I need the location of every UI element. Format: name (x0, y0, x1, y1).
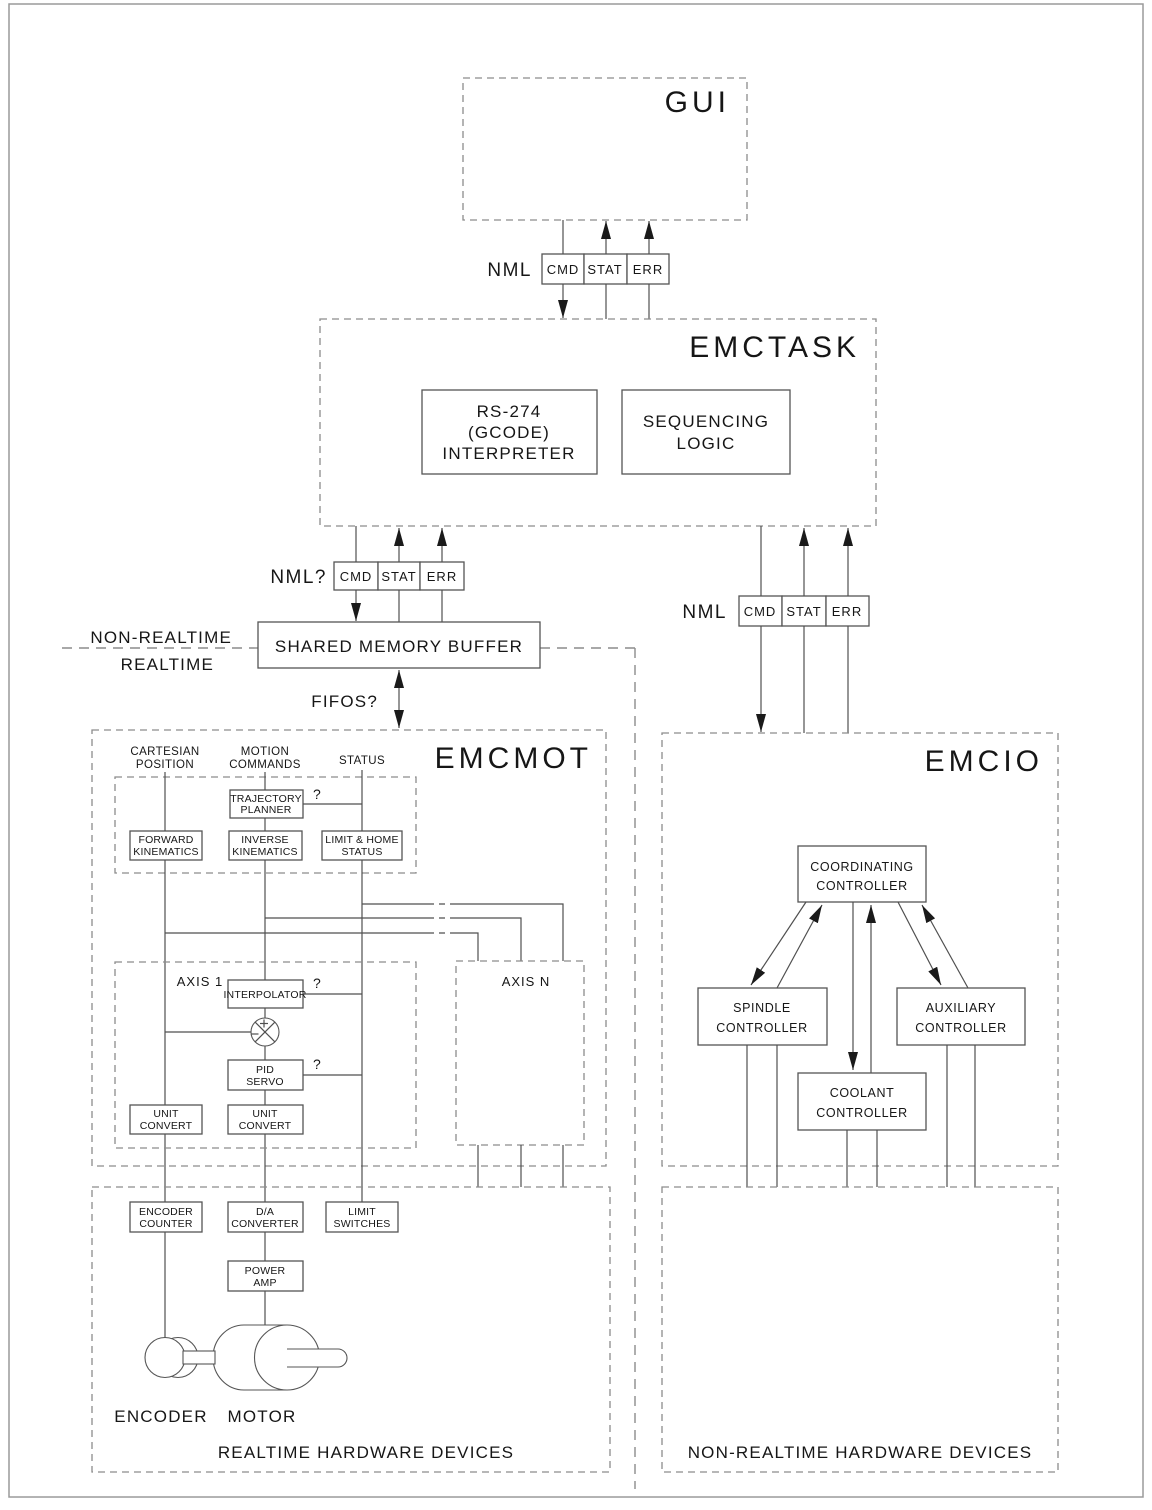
emcio-title: EMCIO (924, 745, 1043, 778)
nml-gui-channel (487, 220, 669, 319)
unit-convert-feedback-line1: UNIT (153, 1108, 179, 1120)
unit-convert-output-line2: CONVERT (238, 1120, 292, 1132)
nml-io-err: ERR (831, 604, 863, 619)
motor-label: MOTOR (227, 1407, 297, 1426)
non-realtime-label: NON-REALTIME (90, 628, 232, 647)
emcio-node (662, 733, 1058, 1187)
limit-switches-line1: LIMIT (348, 1206, 376, 1218)
inverse-kinematics-line2: KINEMATICS (232, 846, 298, 858)
pid-question-mark: ? (313, 1056, 321, 1072)
coordinating-controller-line1: COORDINATING (810, 860, 914, 874)
nml-io-label: NML (682, 602, 727, 623)
unit-convert-feedback-line2: CONVERT (139, 1120, 193, 1132)
cartesian-position-line2: POSITION (135, 759, 195, 771)
encoder-counter-line2: COUNTER (139, 1218, 193, 1230)
nml-gui-cmd: CMD (546, 262, 580, 277)
gui-title: GUI (664, 86, 730, 119)
nonrealtime-hardware-node (662, 1187, 1058, 1472)
interpolator-question-mark: ? (313, 975, 321, 991)
pid-servo-line1: PID (255, 1064, 275, 1076)
axis-n-branch-wires (165, 904, 563, 961)
rs274-line2: (GCODE) (467, 423, 551, 442)
nml-task-channel (270, 526, 464, 622)
rs274-line3: INTERPRETER (442, 444, 576, 463)
nml-task-cmd: CMD (339, 569, 373, 584)
summing-junction (165, 1018, 279, 1046)
nml-io-wires (761, 526, 848, 733)
realtime-hardware-label: REALTIME HARDWARE DEVICES (217, 1443, 515, 1462)
nml-gui-label: NML (487, 260, 532, 281)
da-converter-line2: CONVERTER (231, 1218, 299, 1230)
status-column-label: STATUS (338, 755, 386, 767)
sequencing-line2: LOGIC (676, 434, 736, 453)
nml-task-err: ERR (426, 569, 458, 584)
nml-gui-err: ERR (632, 262, 664, 277)
encoder-shaft (183, 1351, 215, 1364)
trajectory-planner-line1: TRAJECTORY (230, 793, 302, 805)
coolant-controller-box (798, 1073, 926, 1130)
encoder-body-front (145, 1338, 185, 1378)
motor-shaft (287, 1349, 347, 1367)
coordinating-controller-line2: CONTROLLER (816, 879, 908, 893)
axis1-label: AXIS 1 (176, 974, 224, 989)
trajectory-question-mark: ? (313, 786, 321, 802)
auxiliary-controller-line1: AUXILIARY (925, 1001, 997, 1015)
nml-io-stat: STAT (786, 604, 822, 619)
trajectory-planner-line2: PLANNER (240, 804, 292, 816)
limit-home-status-line1: LIMIT & HOME (325, 834, 399, 846)
nml-io-cmd: CMD (743, 604, 777, 619)
pid-servo-line2: SERVO (246, 1076, 284, 1088)
axis-n-label: AXIS N (501, 974, 551, 989)
inverse-kinematics-line1: INVERSE (241, 834, 289, 846)
auxiliary-controller-line2: CONTROLLER (915, 1021, 1007, 1035)
sequencing-logic-box (622, 390, 790, 474)
power-amp-line2: AMP (253, 1277, 277, 1289)
emctask-node (320, 319, 876, 526)
emcmot-title: EMCMOT (434, 742, 592, 775)
auxiliary-controller-box (897, 988, 1025, 1045)
motor-encoder-drawing (145, 1325, 347, 1390)
nml-task-stat: STAT (381, 569, 417, 584)
sequencing-line1: SEQUENCING (642, 412, 770, 431)
emctask-title: EMCTASK (689, 331, 860, 364)
shared-memory-buffer-label: SHARED MEMORY BUFFER (274, 637, 524, 656)
forward-kinematics-line2: KINEMATICS (133, 846, 199, 858)
spindle-controller-line2: CONTROLLER (716, 1021, 808, 1035)
limit-home-status-line2: STATUS (341, 846, 383, 858)
forward-kinematics-line1: FORWARD (138, 834, 194, 846)
power-amp-line1: POWER (244, 1265, 286, 1277)
realtime-label: REALTIME (120, 655, 214, 674)
motion-commands-line2: COMMANDS (229, 759, 301, 771)
nml-gui-stat: STAT (587, 262, 623, 277)
emcmot-box (92, 730, 606, 1166)
spindle-controller-line1: SPINDLE (733, 1001, 791, 1015)
motion-commands-line1: MOTION (240, 746, 290, 758)
coolant-controller-line1: COOLANT (829, 1086, 895, 1100)
unit-convert-output-line1: UNIT (252, 1108, 278, 1120)
nml-task-label: NML? (270, 567, 327, 588)
fifos-label: FIFOS? (311, 692, 378, 711)
cartesian-position-line1: CARTESIAN (130, 746, 200, 758)
coolant-controller-line2: CONTROLLER (816, 1106, 908, 1120)
nonrealtime-hardware-label: NON-REALTIME HARDWARE DEVICES (687, 1443, 1033, 1462)
da-converter-line1: D/A (255, 1206, 275, 1218)
limit-switches-line2: SWITCHES (333, 1218, 391, 1230)
coordinating-controller-box (798, 846, 926, 902)
emcmot-node (92, 730, 606, 1344)
axis-n-output-wires (478, 1145, 563, 1187)
nml-io-channel (682, 526, 869, 733)
rs274-line1: RS-274 (476, 402, 542, 421)
encoder-counter-line1: ENCODER (139, 1206, 193, 1218)
interpolator-label: INTERPOLATOR (223, 989, 307, 1001)
spindle-controller-box (698, 988, 827, 1045)
realtime-hardware-node (92, 1187, 610, 1472)
gui-node (463, 78, 747, 220)
encoder-label: ENCODER (114, 1407, 208, 1426)
nonrealtime-hardware-box (662, 1187, 1058, 1472)
